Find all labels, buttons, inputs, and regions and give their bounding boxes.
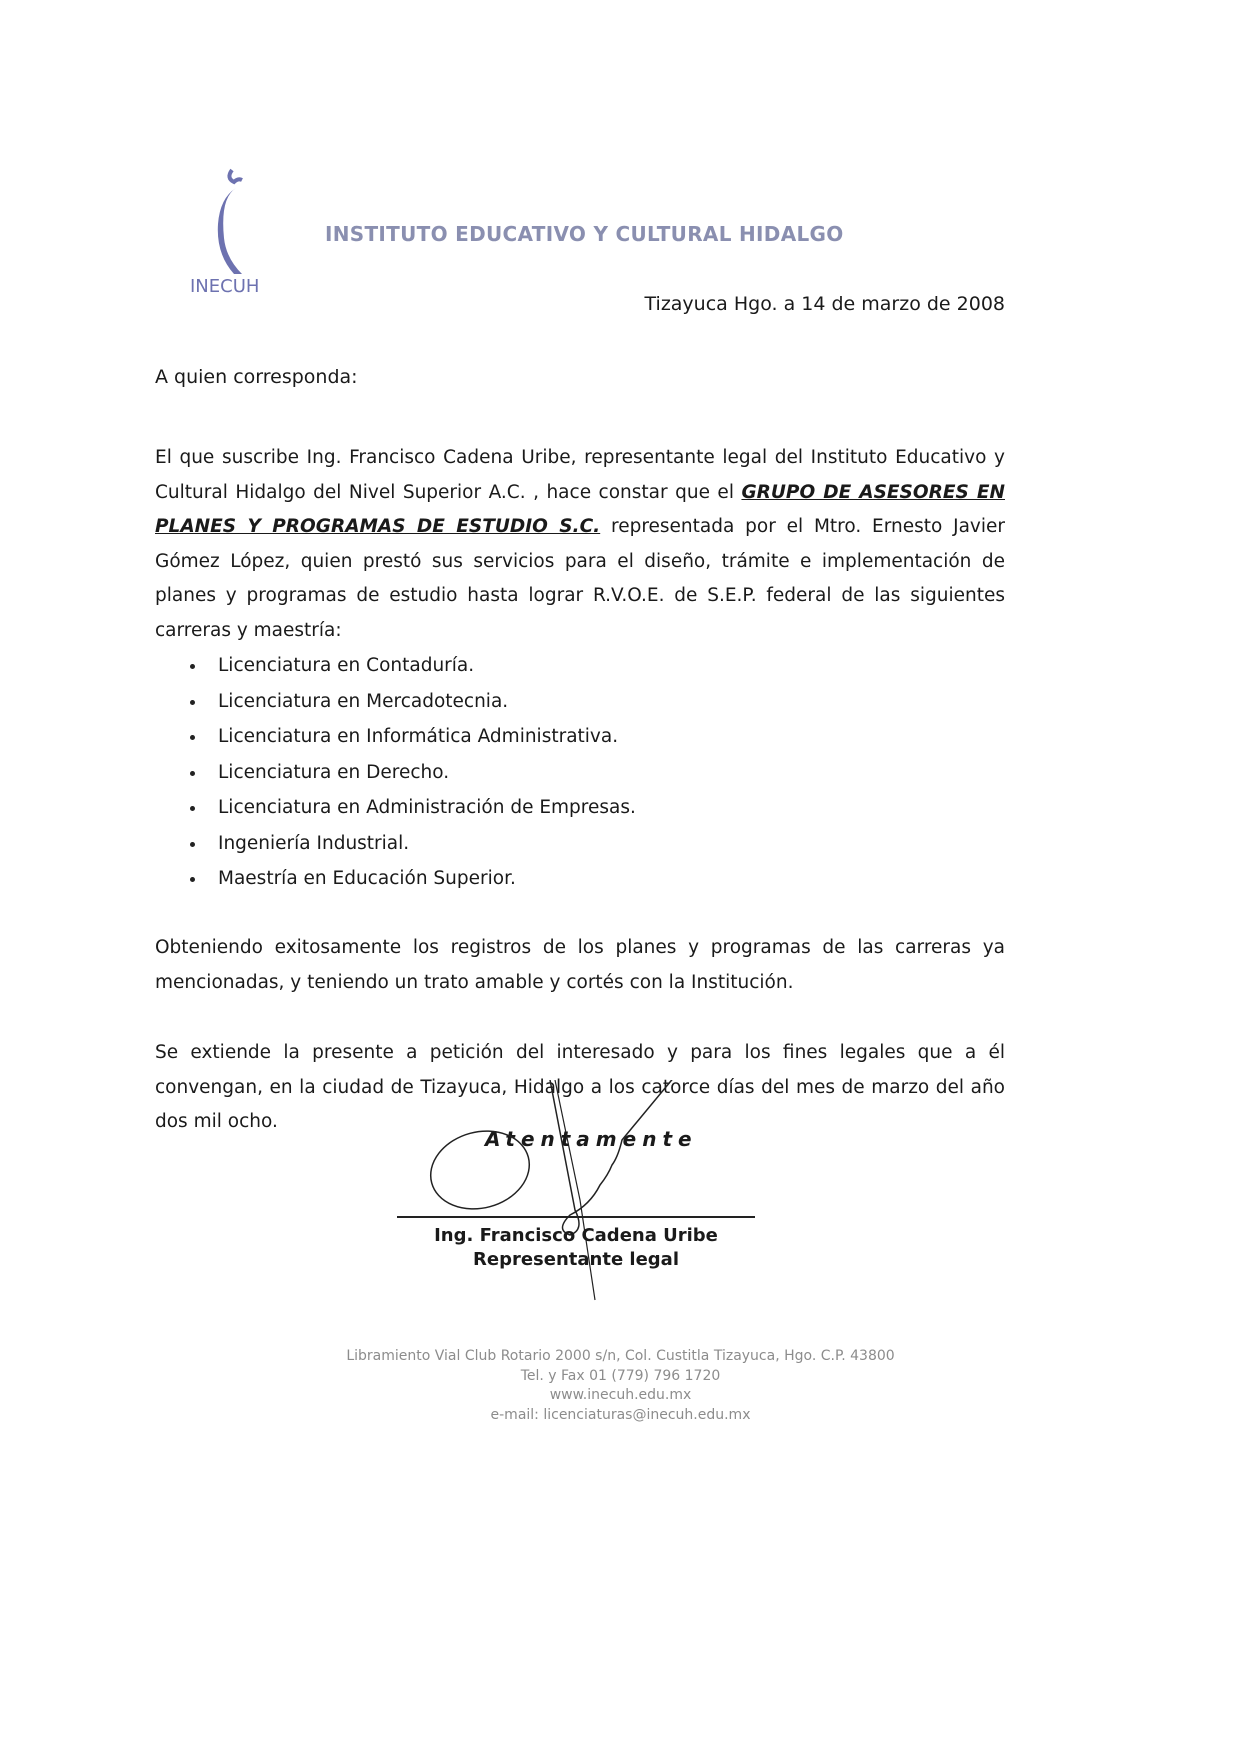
list-item: Licenciatura en Contaduría. <box>190 648 636 684</box>
footer-email: e-mail: licenciaturas@inecuh.edu.mx <box>490 1406 751 1423</box>
closing-word: Atentamente <box>485 1127 698 1151</box>
paragraph-closing: Se extiende la presente a petición del interesado y para los fines legales que a él convengan, en la ciudad de Tizayuca, Hidalgo a los catorce días del mes de marzo del año dos mil ocho. <box>155 1042 1005 1132</box>
signatory <box>397 1224 755 1272</box>
inecuh-logo <box>180 160 300 300</box>
paragraph-result: Obteniendo exitosamente los registros de los planes y programas de las carreras ya mencionadas, y teniendo un trato amable y cortés con la Institución. <box>155 937 1005 993</box>
date-line: Tizayuca Hgo. a 14 de marzo de 2008 <box>644 293 1005 315</box>
logo-figure-icon <box>180 160 300 300</box>
list-item: Maestría en Educación Superior. <box>190 861 636 897</box>
footer-address: Libramiento Vial Club Rotario 2000 s/n, Col. Custitla Tizayuca, Hgo. C.P. 43800 <box>346 1348 895 1364</box>
list-item: Licenciatura en Mercadotecnia. <box>190 684 636 720</box>
signatory-title: Representante legal <box>473 1249 679 1270</box>
greeting: A quien corresponda: <box>155 366 358 388</box>
intro-text: El que suscribe Ing. Francisco Cadena Uribe, representante legal del Instituto Educativo y Cultural Hidalgo del Nivel Superior A.C. , hace constar que el <box>155 447 1005 503</box>
list-item: Licenciatura en Informática Administrativa. <box>190 719 636 755</box>
signatory-name: Ing. Francisco Cadena Uribe <box>434 1225 718 1246</box>
footer <box>0 1347 1241 1425</box>
company-name: GRUPO DE ASESORES EN PLANES Y PROGRAMAS DE ESTUDIO S.C. <box>155 481 1005 537</box>
list-item: Licenciatura en Derecho. <box>190 755 636 791</box>
signature-line <box>397 1216 755 1218</box>
institution-name: INSTITUTO EDUCATIVO Y CULTURAL HIDALGO <box>325 222 844 246</box>
logo-text: INECUH <box>190 276 260 297</box>
list-item: Ingeniería Industrial. <box>190 826 636 862</box>
intro-text-cont: representada por el Mtro. Ernesto Javier Gómez López, quien prestó sus servicios para el diseño, trámite e implementación de planes y programas de estudio hasta lograr R.V.O.E. de S.E.P. federal de las siguientes carreras y maestría: <box>155 516 1005 641</box>
footer-website: www.inecuh.edu.mx <box>549 1387 692 1403</box>
list-item: Licenciatura en Administración de Empresas. <box>190 790 636 826</box>
footer-phone: Tel. y Fax 01 (779) 796 1720 <box>520 1367 721 1384</box>
program-list <box>190 648 636 897</box>
paragraph-intro <box>155 441 1005 648</box>
handwritten-signature <box>380 1080 780 1320</box>
